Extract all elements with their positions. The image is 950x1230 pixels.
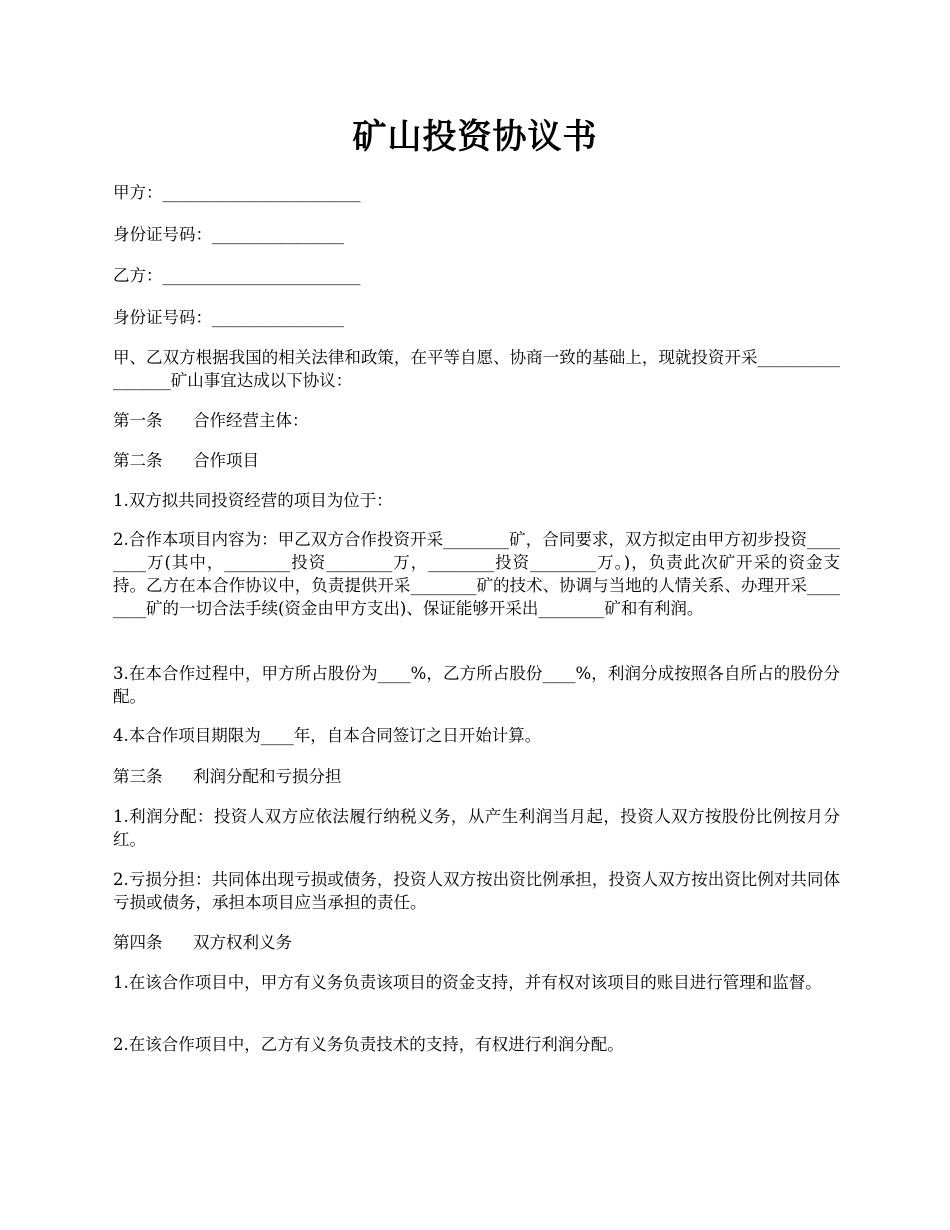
article-2-clause-1: 1.双方拟共同投资经营的项目为位于： bbox=[113, 491, 393, 510]
preamble-paragraph: 甲、乙双方根据我国的相关法律和政策，在平等自愿、协商一致的基础上，现就投资开采_________________矿山事宜达成以下协议： bbox=[113, 348, 840, 390]
article-2-clause-4: 4.本合作项目期限为____年，自本合同签订之日开始计算。 bbox=[113, 726, 542, 745]
article-1-heading bbox=[113, 409, 840, 432]
article-2-title: 合作项目 bbox=[193, 451, 259, 470]
article-1-number: 第一条 bbox=[113, 411, 163, 430]
article-2-heading bbox=[113, 449, 840, 472]
article-3-number: 第三条 bbox=[113, 767, 163, 786]
article-4-heading bbox=[113, 931, 840, 954]
article-4-clause-1: 1.在该合作项目中，甲方有义务负责该项目的资金支持，并有权对该项目的账目进行管理和监督。 bbox=[113, 973, 822, 992]
article-4-clause-2: 2.在该合作项目中，乙方有义务负责技术的支持，有权进行利润分配。 bbox=[113, 1035, 624, 1054]
article-1-title: 合作经营主体： bbox=[193, 411, 309, 430]
party-a-line: 甲方：________________________ bbox=[113, 183, 361, 202]
article-2-clause-2: 2.合作本项目内容为：甲乙双方合作投资开采________矿，合同要求，双方拟定由甲方初步投资________万(其中，________投资________万，________投资________万。)，负责此次矿开采的资金支持。乙方在本合作协议中，负责提供开采________矿的技术、协调与当地的人情关系、办理开采________矿的一切合法手续(资金由甲方支出)、保证能够开采出________矿和有利润。 bbox=[113, 530, 840, 618]
article-3-clause-2: 2.亏损分担：共同体出现亏损或债务，投资人双方按出资比例承担，投资人双方按出资比例对共同体亏损或债务，承担本项目应当承担的责任。 bbox=[113, 870, 840, 912]
document-title: 矿山投资协议书 bbox=[352, 117, 598, 157]
article-3-clause-1: 1.利润分配：投资人双方应依法履行纳税义务，从产生利润当月起，投资人双方按股份比例按月分红。 bbox=[113, 807, 840, 849]
party-a-id-line: 身份证号码：________________ bbox=[113, 225, 344, 244]
party-b-id-line: 身份证号码：________________ bbox=[113, 308, 344, 327]
article-4-number: 第四条 bbox=[113, 933, 163, 952]
article-2-clause-3: 3.在本合作过程中，甲方所占股份为____%，乙方所占股份____%，利润分成按照各自所占的股份分配。 bbox=[113, 664, 840, 706]
article-4-title: 双方权利义务 bbox=[193, 933, 292, 952]
article-3-heading bbox=[113, 765, 840, 788]
party-b-line: 乙方：________________________ bbox=[113, 266, 361, 285]
article-2-number: 第二条 bbox=[113, 451, 163, 470]
article-3-title: 利润分配和亏损分担 bbox=[193, 767, 342, 786]
